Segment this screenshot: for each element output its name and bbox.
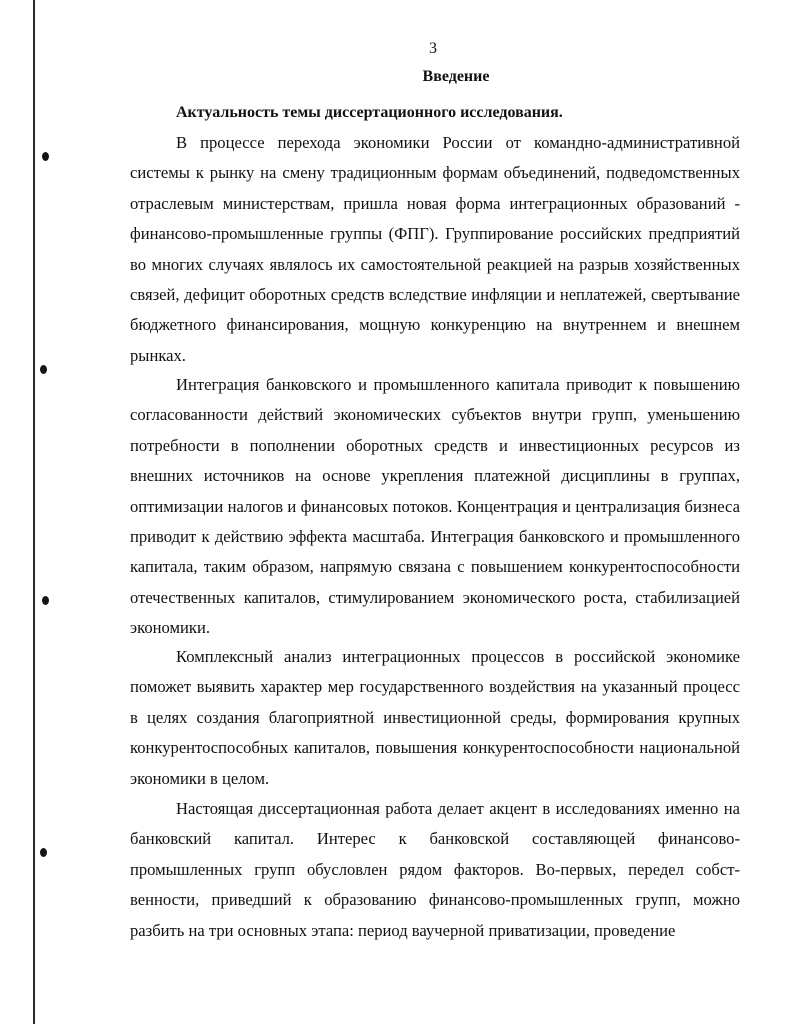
punch-hole-mark: [42, 596, 49, 605]
left-margin-rule: [33, 0, 35, 1024]
punch-hole-mark: [42, 152, 49, 161]
punch-hole-mark: [40, 848, 47, 857]
section-subheading: Актуальность темы диссертационного исследования.: [176, 104, 563, 121]
paragraph-complex-analysis: Комплексный анализ интеграционных процессов в российской экономике поможет выявить характер мер государственного воздействия на указанный процесс в целях создания благоприятной инвестиционной среды, формирования крупных конкурентоспособных капиталов, повышения конкурентоспособности национальной экономики в целом.: [130, 647, 740, 788]
punch-hole-mark: [40, 365, 47, 374]
paragraph-transition-economy: В процессе перехода экономики России от командно-административной системы к рынку на смену традиционным формам объединений, подведомственных отраслевым министерствам, пришла новая форма интеграционных образований - финансово-промышленные группы (ФПГ). Группирование российских предприятий во многих случаях являлось их самостоятельной реакцией на разрыв хозяйственных связей, дефицит оборотных средств вследствие инфляции и неплатежей, свертывание бюджетного финансирования, мощную конкуренцию на внутреннем и внешнем рынках.: [130, 133, 740, 365]
paragraph-banking-capital-focus: Настоящая диссертационная работа делает акцент в исследованиях именно на банковский капитал. Интерес к банковской составляющей финансово-промышленных групп обусловлен рядом факторов. Во-первых, передел собственности, приведший к образованию финансово-промышленных групп, можно разбить на три основных этапа: период ваучерной приватизации, проведение: [130, 799, 740, 940]
section-heading: Введение: [422, 68, 490, 85]
page-number: 3: [429, 40, 437, 57]
paragraph-capital-integration: Интеграция банковского и промышленного капитала приводит к повышению согласованности действий экономических субъектов внутри групп, уменьшению потребности в пополнении оборотных средств и инвестиционных ресурсов из внешних источников на основе укрепления платежной дисциплины в группах, оптимизации налогов и финансовых потоков. Концентрация и централизация бизнеса приводит к действию эффекта масштаба. Интеграция банковского и промышленного капитала, таким образом, напрямую связана с повышением конкурентоспособности отечественных капиталов, стимулированием экономического роста, стабилизацией экономики.: [130, 375, 740, 638]
